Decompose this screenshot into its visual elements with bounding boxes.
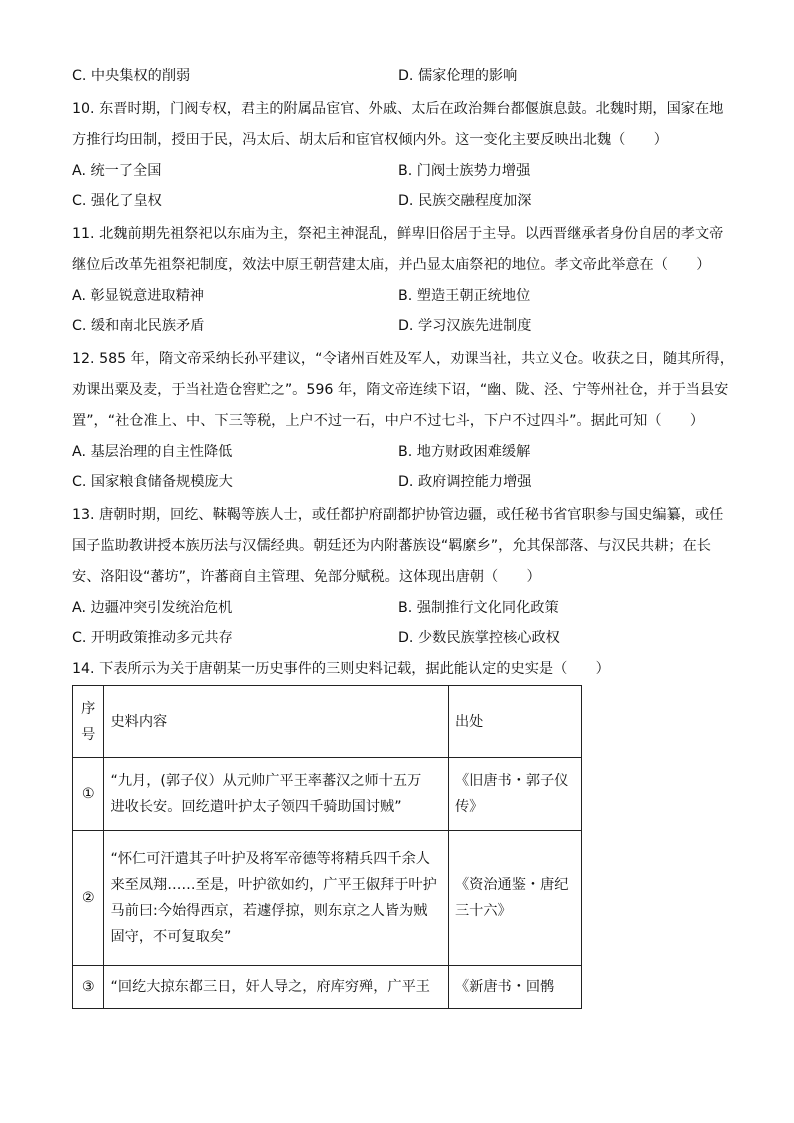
q10-option-c: C. 强化了皇权 — [72, 193, 162, 209]
q9-option-c: C. 中央集权的削弱 — [72, 68, 191, 84]
header-source: 出处 — [448, 686, 581, 758]
q12-option-d: D. 政府调控能力增强 — [398, 474, 532, 490]
table-row — [73, 758, 582, 831]
content-line: “回纥大掠东都三日，奸人导之，府库穷殚，广平王 — [110, 979, 430, 995]
content-line: 进收长安。回纥遣叶护太子领四千骑助国讨贼” — [110, 799, 402, 815]
q13-option-c: C. 开明政策推动多元共存 — [72, 630, 233, 646]
row-number: ② — [73, 831, 104, 966]
q13-stem-line-2: 国子监助教讲授本族历法与汉儒经典。朝廷还为内附蕃族设“羁縻乡”，允其保部落、与汉民共耕；在长 — [72, 538, 711, 554]
q11-option-c: C. 缓和南北民族矛盾 — [72, 318, 205, 334]
q11-option-a: A. 彰显锐意进取精神 — [72, 288, 204, 304]
q10-option-b: B. 门阀士族势力增强 — [398, 163, 531, 179]
q13-option-b: B. 强制推行文化同化政策 — [398, 600, 559, 616]
table-row — [73, 966, 582, 1009]
header-number-line: 号 — [81, 726, 96, 743]
row-content — [104, 966, 449, 1009]
q10-stem-line-1: 10. 东晋时期，门阀专权，君主的附属品宦官、外戚、太后在政治舞台都偃旗息鼓。北魏时期，国家在地 — [72, 101, 724, 117]
row-source — [448, 966, 581, 1009]
row-content — [104, 758, 449, 831]
table-header-row — [73, 686, 582, 758]
q13-option-a: A. 边疆冲突引发统治危机 — [72, 600, 233, 616]
header-number-line: 序 — [81, 700, 96, 717]
row-source — [448, 831, 581, 966]
q11-option-b: B. 塑造王朝正统地位 — [398, 288, 531, 304]
source-table — [72, 685, 582, 1009]
header-number — [73, 686, 104, 758]
q10-option-d: D. 民族交融程度加深 — [398, 193, 532, 209]
q12-option-a: A. 基层治理的自主性降低 — [72, 444, 233, 460]
q13-stem-line-1: 13. 唐朝时期，回纥、靺鞨等族人士，或任都护府副都护协管边疆，或任秘书省官职参与国史编纂，或任 — [72, 507, 724, 523]
q10-stem-line-2: 方推行均田制，授田于民，冯太后、胡太后和宦官权倾内外。这一变化主要反映出北魏（ ） — [72, 132, 668, 148]
content-line: 来至凤翔……至是，叶护欲如约，广平王俶拜于叶护 — [110, 877, 437, 893]
content-line: 马前曰:今始得西京，若遽俘掠，则东京之人皆为贼 — [110, 903, 428, 919]
content-line: 固守，不可复取矣” — [110, 929, 232, 945]
source-line: 三十六》 — [454, 903, 512, 919]
q11-option-d: D. 学习汉族先进制度 — [398, 318, 532, 334]
header-content: 史料内容 — [104, 686, 449, 758]
content-line: “九月，(郭子仪）从元帅广平王率蕃汉之师十五万 — [110, 773, 422, 789]
row-source — [448, 758, 581, 831]
q12-stem-line-1: 12. 585 年，隋文帝采纳长孙平建议，“令诸州百姓及军人，劝课当社，共立义仓。收获之日，随其所得， — [72, 351, 734, 367]
q14-stem: 14. 下表所示为关于唐朝某一历史事件的三则史料记载，据此能认定的史实是（ ） — [72, 661, 610, 677]
q10-option-a: A. 统一了全国 — [72, 163, 162, 179]
row-number: ① — [73, 758, 104, 831]
q13-option-d: D. 少数民族掌控核心政权 — [398, 630, 560, 646]
q11-stem-line-1: 11. 北魏前期先祖祭祀以东庙为主，祭祀主神混乱，鲜卑旧俗居于主导。以西晋继承者身份自居的孝文帝 — [72, 226, 724, 242]
source-line: 传》 — [454, 799, 484, 815]
q12-stem-line-2: 劝课出粟及麦，于当社造仓窖贮之”。596 年，隋文帝连续下诏，“幽、陇、泾、宁等州社仓，并于当县安 — [72, 382, 729, 398]
q13-stem-line-3: 安、洛阳设“蕃坊”，许蕃商自主管理、免部分赋税。这体现出唐朝（ ） — [72, 569, 541, 585]
row-number: ③ — [73, 966, 104, 1009]
source-line: 《新唐书・回鹘 — [454, 979, 555, 995]
content-line: “怀仁可汗遣其子叶护及将军帝德等将精兵四千余人 — [110, 851, 430, 867]
q11-stem-line-2: 继位后改革先祖祭祀制度，效法中原王朝营建太庙，并凸显太庙祭祀的地位。孝文帝此举意在（ ） — [72, 257, 711, 273]
table-row — [73, 831, 582, 966]
q12-stem-line-3: 置”，“社仓准上、中、下三等税，上户不过一石，中户不过七斗，下户不过四斗”。据此可知（ ） — [72, 413, 705, 429]
q12-option-b: B. 地方财政困难缓解 — [398, 444, 531, 460]
q12-option-c: C. 国家粮食储备规模庞大 — [72, 474, 233, 490]
q9-option-d: D. 儒家伦理的影响 — [398, 68, 518, 84]
source-line: 《资治通鉴・唐纪 — [454, 877, 569, 893]
row-content — [104, 831, 449, 966]
source-line: 《旧唐书・郭子仪 — [454, 773, 569, 789]
